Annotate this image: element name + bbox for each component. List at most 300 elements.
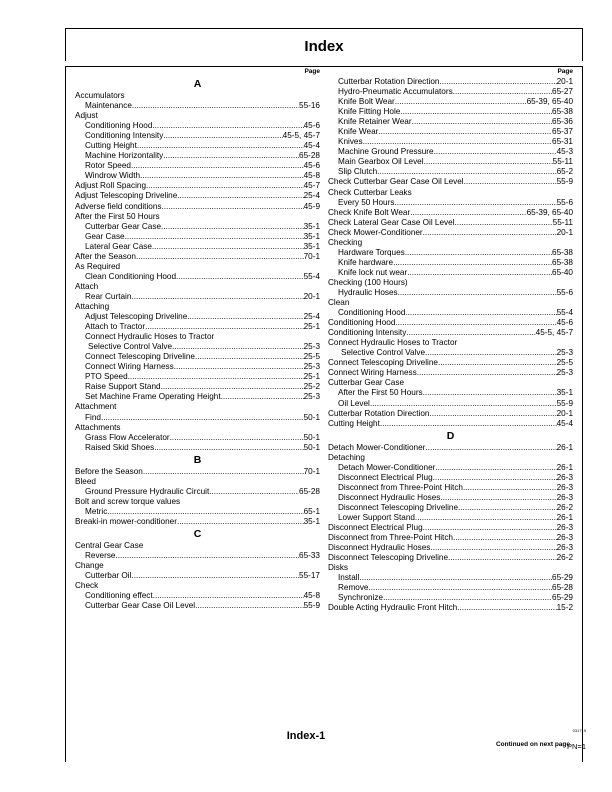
- index-entry: [328, 157, 573, 167]
- entry-text: Disconnect Telescoping Driveline: [338, 502, 458, 512]
- right-column: [328, 67, 573, 613]
- entry-page: 45-8: [303, 591, 320, 601]
- entry-text: Disks: [328, 563, 349, 573]
- entry-text: As Required: [75, 261, 121, 271]
- leader-dots: [423, 228, 557, 238]
- leader-dots: [161, 202, 303, 212]
- index-entry: [75, 433, 320, 443]
- entry-text: Check: [75, 581, 99, 591]
- entry-page: 26-2: [556, 502, 573, 512]
- leader-dots: [464, 177, 557, 187]
- entry-text: Conditioning Hood: [328, 318, 396, 328]
- entry-text: Cutterbar Oil: [85, 571, 132, 581]
- entry-text: After the First 50 Hours: [75, 211, 160, 221]
- entry-page: 26-2: [556, 553, 573, 563]
- index-entry: [75, 517, 320, 527]
- entry-text: Conditioning Intensity: [328, 328, 407, 338]
- entry-text: After the Season: [75, 251, 136, 261]
- entry-text: Adverse field conditions: [75, 201, 162, 211]
- index-heading: [75, 262, 320, 272]
- entry-text: Synchronize: [338, 593, 384, 603]
- index-entry: [75, 202, 320, 212]
- entry-text: Connect Hydraulic Hoses to Tractor: [328, 338, 458, 348]
- entry-text: Connect Telescoping Driveline: [85, 352, 195, 362]
- entry-page: 65-38: [552, 107, 573, 117]
- leader-dots: [417, 368, 557, 378]
- entry-text: Central Gear Case: [75, 540, 144, 550]
- entry-text: Breaki-in mower-conditioner: [75, 516, 177, 526]
- entry-text: Knife lock nut wear: [338, 267, 408, 277]
- entry-text: Adjust Telescoping Driveline: [75, 191, 178, 201]
- leader-dots: [429, 409, 556, 419]
- index-heading: [75, 581, 320, 591]
- entry-text: Clean: [328, 298, 350, 308]
- entry-page: 25-1: [303, 322, 320, 332]
- entry-text: Ground Pressure Hydraulic Circuit: [85, 486, 210, 496]
- entry-page: 45-6: [556, 318, 573, 328]
- index-entry: [328, 603, 573, 613]
- index-entry: [328, 198, 573, 208]
- entry-text: Adjust Roll Spacing: [75, 181, 146, 191]
- entry-text: After the First 50 Hours: [338, 388, 423, 398]
- entry-text: Double Acting Hydraulic Front Hitch: [328, 603, 458, 613]
- entry-page: 25-1: [303, 372, 320, 382]
- entry-text: Check Knife Bolt Wear: [328, 207, 411, 217]
- entry-page: 26-1: [556, 512, 573, 522]
- entry-page: 50-1: [303, 442, 320, 452]
- leader-dots: [412, 117, 552, 127]
- leader-dots: [463, 483, 557, 493]
- entry-text: Hardware Torques: [338, 247, 405, 257]
- index-entry: [75, 413, 320, 423]
- index-entry: [328, 473, 573, 483]
- index-entry: [328, 463, 573, 473]
- entry-page: 45-6: [303, 121, 320, 131]
- entry-page: 26-1: [556, 462, 573, 472]
- entry-text: Gear Case: [85, 231, 125, 241]
- index-entry: [328, 137, 573, 147]
- pn-label: PN=1: [567, 742, 586, 751]
- entry-text: Every 50 Hours: [338, 197, 395, 207]
- entry-text: Lower Support Stand: [338, 512, 415, 522]
- entry-text: Rotor Speed: [85, 161, 131, 171]
- entry-text: Detaching: [328, 452, 365, 462]
- index-entry: [328, 167, 573, 177]
- entry-text: Cutterbar Gear Case: [85, 221, 161, 231]
- index-heading: [75, 402, 320, 412]
- entry-page: 65-28: [299, 151, 320, 161]
- index-heading: [75, 332, 320, 342]
- leader-dots: [395, 97, 527, 107]
- index-entry: [75, 312, 320, 322]
- entry-page: 65-31: [552, 137, 573, 147]
- leader-dots: [434, 147, 557, 157]
- index-entry: [75, 352, 320, 362]
- index-entry: [75, 101, 320, 111]
- entry-page: 50-1: [303, 412, 320, 422]
- entry-text: Connect Telescoping Driveline: [328, 358, 438, 368]
- leader-dots: [453, 87, 552, 97]
- index-entry: [328, 583, 573, 593]
- entry-page: 55-9: [556, 177, 573, 187]
- leader-dots: [163, 151, 299, 161]
- leader-dots: [448, 553, 557, 563]
- entry-text: Bolt and screw torque values: [75, 496, 181, 506]
- entry-text: Grass Flow Accelerator: [85, 432, 170, 442]
- index-entry: [328, 117, 573, 127]
- entry-text: Disconnect Telescoping Driveline: [328, 553, 448, 563]
- index-heading: [328, 563, 573, 573]
- index-entry: [328, 523, 573, 533]
- leader-dots: [132, 101, 299, 111]
- leader-dots: [128, 372, 304, 382]
- entry-page: 26-3: [556, 472, 573, 482]
- entry-page: 65-36: [552, 117, 573, 127]
- entry-page: 26-3: [556, 533, 573, 543]
- index-entry: [75, 382, 320, 392]
- index-heading: [75, 111, 320, 121]
- index-entry: [328, 503, 573, 513]
- entry-page: 25-3: [556, 348, 573, 358]
- leader-dots: [145, 322, 304, 332]
- entry-page: 50-1: [303, 432, 320, 442]
- index-entry: [328, 358, 573, 368]
- entry-page: 25-4: [303, 191, 320, 201]
- entry-text: Clean Conditioning Hood: [85, 271, 177, 281]
- index-entry: [328, 77, 573, 87]
- entry-page: 55-9: [556, 398, 573, 408]
- leader-dots: [107, 507, 303, 517]
- index-heading: [75, 561, 320, 571]
- index-entry: [328, 533, 573, 543]
- entry-text: Raise Support Stand: [85, 382, 161, 392]
- index-entry: [75, 342, 320, 352]
- entry-page: 25-2: [303, 382, 320, 392]
- entry-page: 55-11: [552, 157, 573, 167]
- entry-text: Attach: [75, 281, 99, 291]
- entry-text: Raised Skid Shoes: [85, 442, 155, 452]
- leader-dots: [359, 573, 552, 583]
- index-entry: [328, 147, 573, 157]
- index-heading: [328, 378, 573, 388]
- leader-dots: [370, 399, 557, 409]
- entry-text: Disconnect Hydraulic Hoses: [338, 492, 441, 502]
- leader-dots: [378, 127, 552, 137]
- entry-page: 45-5, 45-7: [535, 328, 573, 338]
- index-entry: [75, 292, 320, 302]
- leader-dots: [424, 157, 553, 167]
- entry-page: 25-5: [556, 358, 573, 368]
- index-entry: [328, 87, 573, 97]
- entry-page: 65-29: [552, 573, 573, 583]
- entry-text: Detach Mower-Conditioner: [338, 462, 436, 472]
- index-entry: [328, 177, 573, 187]
- leader-dots: [153, 591, 304, 601]
- entry-text: Bleed: [75, 476, 96, 486]
- entry-page: 35-1: [303, 241, 320, 251]
- index-heading: [328, 338, 573, 348]
- entry-text: Knife Fitting Hole: [338, 107, 401, 117]
- leader-dots: [410, 208, 526, 218]
- entry-text: Reverse: [85, 551, 116, 561]
- index-entry: [75, 141, 320, 151]
- page-column-header: Page: [557, 68, 573, 75]
- leader-dots: [393, 258, 552, 268]
- index-entry: [75, 181, 320, 191]
- index-entry: [328, 493, 573, 503]
- index-entry: [328, 388, 573, 398]
- leader-dots: [161, 222, 304, 232]
- leader-dots: [195, 601, 303, 611]
- index-entry: [328, 218, 573, 228]
- entry-text: Machine Ground Pressure: [338, 147, 434, 157]
- index-entry: [75, 151, 320, 161]
- index-entry: [328, 513, 573, 523]
- entry-text: Conditioning effect: [85, 591, 153, 601]
- index-heading: [75, 423, 320, 433]
- index-entry: [75, 601, 320, 611]
- section-letter: A: [193, 78, 202, 90]
- entry-text: Adjust: [75, 111, 98, 121]
- entry-page: 65-39, 65-40: [526, 207, 573, 217]
- entry-page: 65-37: [552, 127, 573, 137]
- entry-page: 25-5: [303, 352, 320, 362]
- entry-page: 35-1: [303, 516, 320, 526]
- index-entry: [75, 372, 320, 382]
- entry-text: Knife Wear: [338, 127, 379, 137]
- index-entry: [75, 443, 320, 453]
- entry-page: 20-1: [556, 408, 573, 418]
- leader-dots: [405, 308, 556, 318]
- index-entry: [328, 107, 573, 117]
- index-entry: [328, 318, 573, 328]
- leader-dots: [125, 232, 304, 242]
- index-entry: [328, 208, 573, 218]
- leader-dots: [425, 348, 557, 358]
- entry-page: 20-1: [556, 77, 573, 86]
- index-entry: [328, 348, 573, 358]
- index-heading: [75, 497, 320, 507]
- entry-page: 55-6: [556, 287, 573, 297]
- leader-dots: [435, 463, 556, 473]
- entry-text: Disconnect from Three-Point Hitch: [328, 533, 453, 543]
- leader-dots: [363, 137, 552, 147]
- index-heading: [75, 541, 320, 551]
- entry-text: Change: [75, 561, 104, 571]
- entry-page: 25-3: [303, 342, 320, 352]
- entry-text: Cutterbar Rotation Direction: [328, 408, 430, 418]
- index-entry: [328, 409, 573, 419]
- entry-text: Connect Hydraulic Hoses to Tractor: [85, 332, 215, 342]
- index-entry: [328, 97, 573, 107]
- entry-page: 25-4: [303, 312, 320, 322]
- index-entry: [75, 272, 320, 282]
- index-entry: [328, 228, 573, 238]
- entry-text: Check Cutterbar Leaks: [328, 187, 412, 197]
- index-heading: [328, 278, 573, 288]
- index-entry: [328, 543, 573, 553]
- entry-text: Windrow Width: [85, 171, 141, 181]
- left-column: [75, 67, 320, 611]
- document-code: 031719: [572, 728, 586, 733]
- index-entry: [75, 222, 320, 232]
- entry-text: Conditioning Hood: [85, 121, 153, 131]
- leader-dots: [423, 523, 557, 533]
- entry-text: Attachment: [75, 402, 117, 412]
- entry-text: Cutting Height: [85, 141, 137, 151]
- index-entry: [75, 591, 320, 601]
- entry-text: Rear Curtain: [85, 291, 132, 301]
- leader-dots: [131, 161, 304, 171]
- leader-dots: [400, 107, 552, 117]
- entry-page: 25-3: [303, 362, 320, 372]
- title-box: [65, 28, 583, 61]
- entry-page: 65-38: [552, 257, 573, 267]
- section-letter: D: [446, 429, 455, 442]
- index-entry: [75, 392, 320, 402]
- index-entry: [75, 487, 320, 497]
- index-entry: [75, 507, 320, 517]
- leader-dots: [143, 467, 304, 477]
- leader-dots: [433, 473, 557, 483]
- entry-page: 55-4: [556, 308, 573, 318]
- leader-dots: [136, 252, 304, 262]
- entry-text: Slip Clutch: [338, 167, 378, 177]
- leader-dots: [101, 413, 304, 423]
- entry-page: 45-8: [303, 171, 320, 181]
- index-heading: [328, 188, 573, 198]
- leader-dots: [395, 318, 556, 328]
- index-entry: [75, 571, 320, 581]
- entry-text: Disconnect Electrical Plug: [338, 472, 433, 482]
- entry-text: Accumulators: [75, 91, 125, 100]
- index-entry: [75, 191, 320, 201]
- leader-dots: [398, 288, 557, 298]
- entry-page: 65-1: [303, 506, 320, 516]
- entry-page: 65-40: [552, 267, 573, 277]
- entry-page: 55-9: [303, 601, 320, 611]
- entry-text: Adjust Telescoping Driveline: [85, 312, 188, 322]
- leader-dots: [140, 171, 304, 181]
- entry-text: Lateral Gear Case: [85, 241, 152, 251]
- leader-dots: [152, 121, 303, 131]
- entry-text: Connect Wiring Harness: [328, 368, 417, 378]
- index-entry: [328, 308, 573, 318]
- index-entry: [75, 467, 320, 477]
- index-heading: [75, 212, 320, 222]
- entry-page: 65-28: [299, 486, 320, 496]
- index-frame: [65, 66, 583, 762]
- entry-page: 20-1: [556, 227, 573, 237]
- entry-text: Detach Mower-Conditioner: [328, 442, 426, 452]
- index-heading: [75, 91, 320, 101]
- entry-page: 26-1: [556, 442, 573, 452]
- index-entry: [328, 483, 573, 493]
- continued-note: Continued on next page: [495, 741, 570, 748]
- entry-page: 45-7: [303, 181, 320, 191]
- index-entry: [328, 288, 573, 298]
- entry-page: 45-4: [556, 418, 573, 428]
- entry-text: Checking: [328, 237, 363, 247]
- leader-dots: [154, 443, 303, 453]
- page-title: Index: [304, 38, 344, 55]
- entry-text: Conditioning Hood: [338, 308, 406, 318]
- leader-dots: [221, 392, 304, 402]
- entry-text: Attachments: [75, 422, 121, 432]
- entry-text: Cutting Height: [328, 418, 380, 428]
- leader-dots: [423, 388, 557, 398]
- entry-page: 15-2: [556, 603, 573, 613]
- index-heading: [75, 302, 320, 312]
- entry-text: Check Lateral Gear Case Oil Level: [328, 217, 455, 227]
- entry-page: 65-29: [552, 593, 573, 603]
- index-entry: [75, 322, 320, 332]
- index-heading: [328, 238, 573, 248]
- entry-page: 70-1: [303, 251, 320, 261]
- leader-dots: [440, 493, 556, 503]
- leader-dots: [369, 583, 553, 593]
- entry-text: Set Machine Frame Operating Height: [85, 392, 221, 402]
- entry-text: Knife hardware: [338, 257, 394, 267]
- entry-page: 26-3: [556, 482, 573, 492]
- leader-dots: [407, 268, 552, 278]
- leader-dots: [137, 141, 304, 151]
- entry-text: Disconnect Hydraulic Hoses: [328, 543, 431, 553]
- page-number: Index-1: [286, 730, 326, 742]
- leader-dots: [177, 191, 303, 201]
- index-entry: [328, 328, 573, 338]
- leader-dots: [430, 543, 556, 553]
- entry-page: 35-1: [556, 388, 573, 398]
- leader-dots: [438, 358, 557, 368]
- index-entry: [75, 242, 320, 252]
- leader-dots: [458, 503, 557, 513]
- entry-page: 65-28: [552, 583, 573, 593]
- leader-dots: [405, 248, 552, 258]
- leader-dots: [176, 272, 304, 282]
- leader-dots: [131, 292, 303, 302]
- entry-text: Selective Control Valve: [341, 348, 426, 358]
- index-entry: [328, 248, 573, 258]
- leader-dots: [455, 218, 553, 228]
- section-letter: B: [193, 453, 202, 466]
- entry-page: 26-3: [556, 492, 573, 502]
- entry-text: Connect Wiring Harness: [85, 362, 174, 372]
- entry-page: 55-17: [299, 571, 320, 581]
- leader-dots: [415, 513, 557, 523]
- index-entry: [75, 121, 320, 131]
- entry-page: 65-38: [552, 247, 573, 257]
- index-entry: [328, 268, 573, 278]
- leader-dots: [195, 352, 304, 362]
- leader-dots: [457, 603, 556, 613]
- leader-dots: [209, 487, 299, 497]
- leader-dots: [187, 312, 303, 322]
- entry-text: Disconnect from Three-Point Hitch: [338, 482, 463, 492]
- entry-text: Checking (100 Hours): [328, 277, 408, 287]
- index-entry: [75, 362, 320, 372]
- entry-text: Conditioning Intensity: [85, 131, 164, 141]
- entry-text: Find: [85, 412, 101, 422]
- leader-dots: [425, 443, 556, 453]
- entry-text: Hydraulic Hoses: [338, 287, 398, 297]
- leader-dots: [377, 167, 556, 177]
- entry-page: 20-1: [303, 291, 320, 301]
- entry-text: Check Cutterbar Gear Case Oil Level: [328, 177, 464, 187]
- entry-text: Selective Control Valve: [88, 342, 173, 352]
- entry-page: 45-6: [303, 161, 320, 171]
- entry-page: 55-4: [303, 271, 320, 281]
